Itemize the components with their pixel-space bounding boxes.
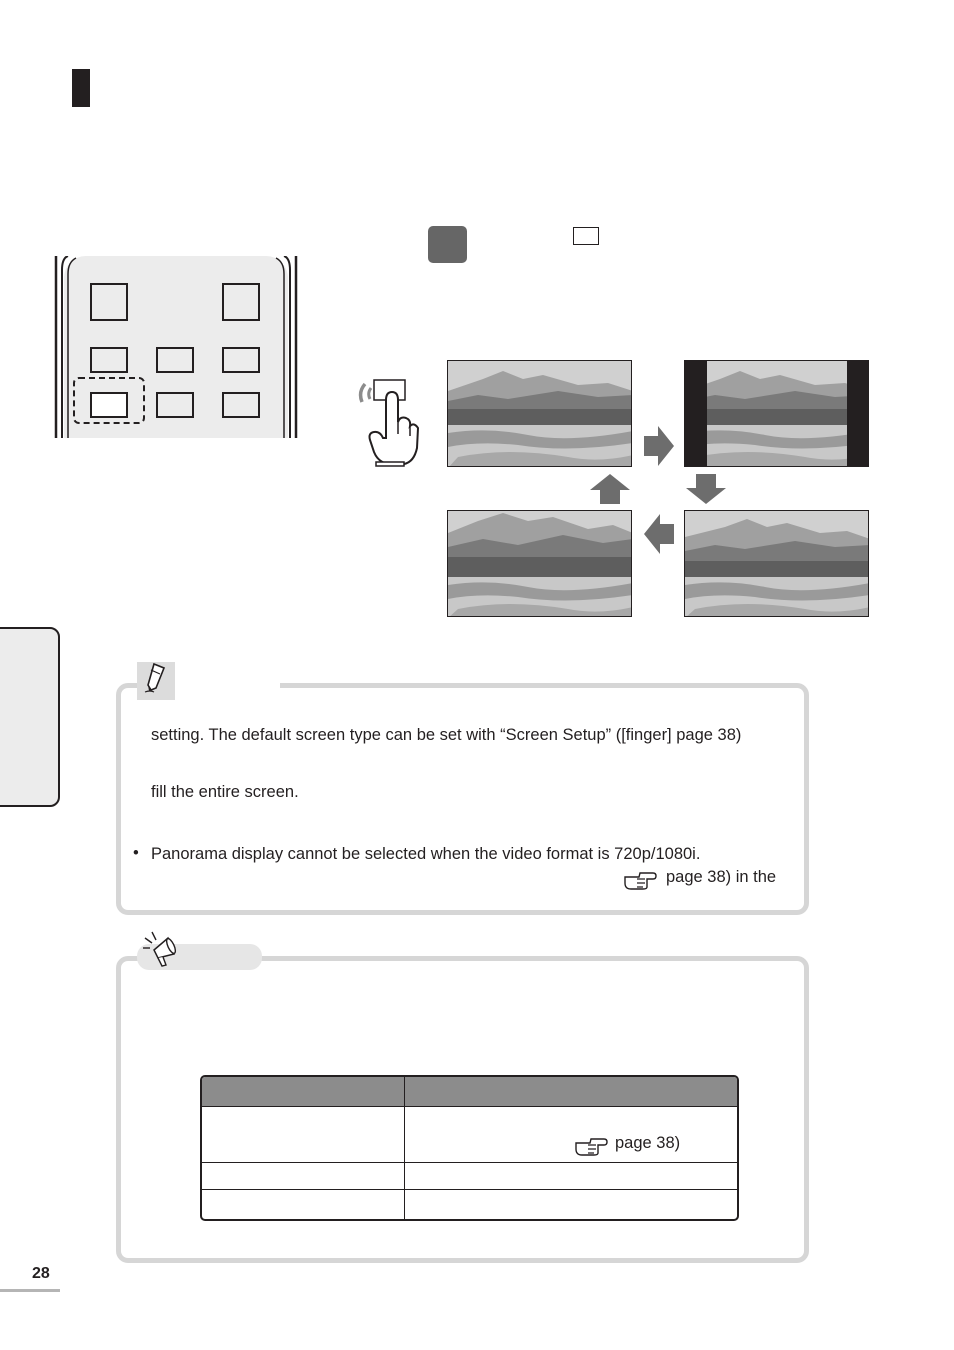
table-header-row <box>202 1077 737 1106</box>
remote-control-illustration <box>54 256 298 438</box>
table-row-divider <box>202 1162 737 1163</box>
note-line-fill-screen: fill the entire screen. <box>151 783 299 801</box>
screen-mode-table <box>200 1075 739 1221</box>
page-number-rule <box>0 1289 60 1292</box>
section-header-marker <box>72 69 90 107</box>
screen-image-zoom <box>684 510 869 617</box>
remote-button <box>90 347 128 373</box>
pencil-icon <box>140 660 176 696</box>
arrow-right-icon <box>644 426 674 466</box>
table-row-divider <box>202 1106 737 1107</box>
arrow-left-icon <box>644 514 674 554</box>
remote-button <box>222 392 260 418</box>
note-line-page-ref: page 38) in the <box>666 868 777 886</box>
notes-box-header-gap <box>170 678 280 692</box>
table-column-divider <box>404 1077 405 1219</box>
table-row-divider <box>202 1189 737 1190</box>
megaphone-icon <box>142 928 178 968</box>
button-key-symbol <box>573 227 599 245</box>
arrow-up-icon <box>590 474 630 504</box>
chapter-side-tab <box>0 627 60 807</box>
remote-button <box>222 283 260 321</box>
screen-button <box>90 392 128 418</box>
remote-button <box>90 283 128 321</box>
finger-pointer-icon <box>574 1134 608 1156</box>
page-number: 28 <box>32 1265 50 1282</box>
remote-button <box>156 347 194 373</box>
arrow-down-icon <box>686 474 726 504</box>
pointing-finger-icon <box>356 378 420 470</box>
table-cell-page-ref: page 38) <box>615 1134 681 1152</box>
screen-image-normal <box>447 360 632 467</box>
finger-pointer-icon <box>623 868 657 890</box>
note-bullet: • <box>133 844 139 862</box>
note-line-panorama: Panorama display cannot be selected when the video format is 720p/1080i. <box>151 845 701 863</box>
screen-image-panorama <box>447 510 632 617</box>
remote-button <box>222 347 260 373</box>
note-line-default-screen: setting. The default screen type can be set with “Screen Setup” ([finger] page 38) <box>151 726 742 744</box>
remote-button <box>156 392 194 418</box>
screen-image-pillarbox <box>684 360 869 467</box>
step-number-badge <box>428 226 467 263</box>
